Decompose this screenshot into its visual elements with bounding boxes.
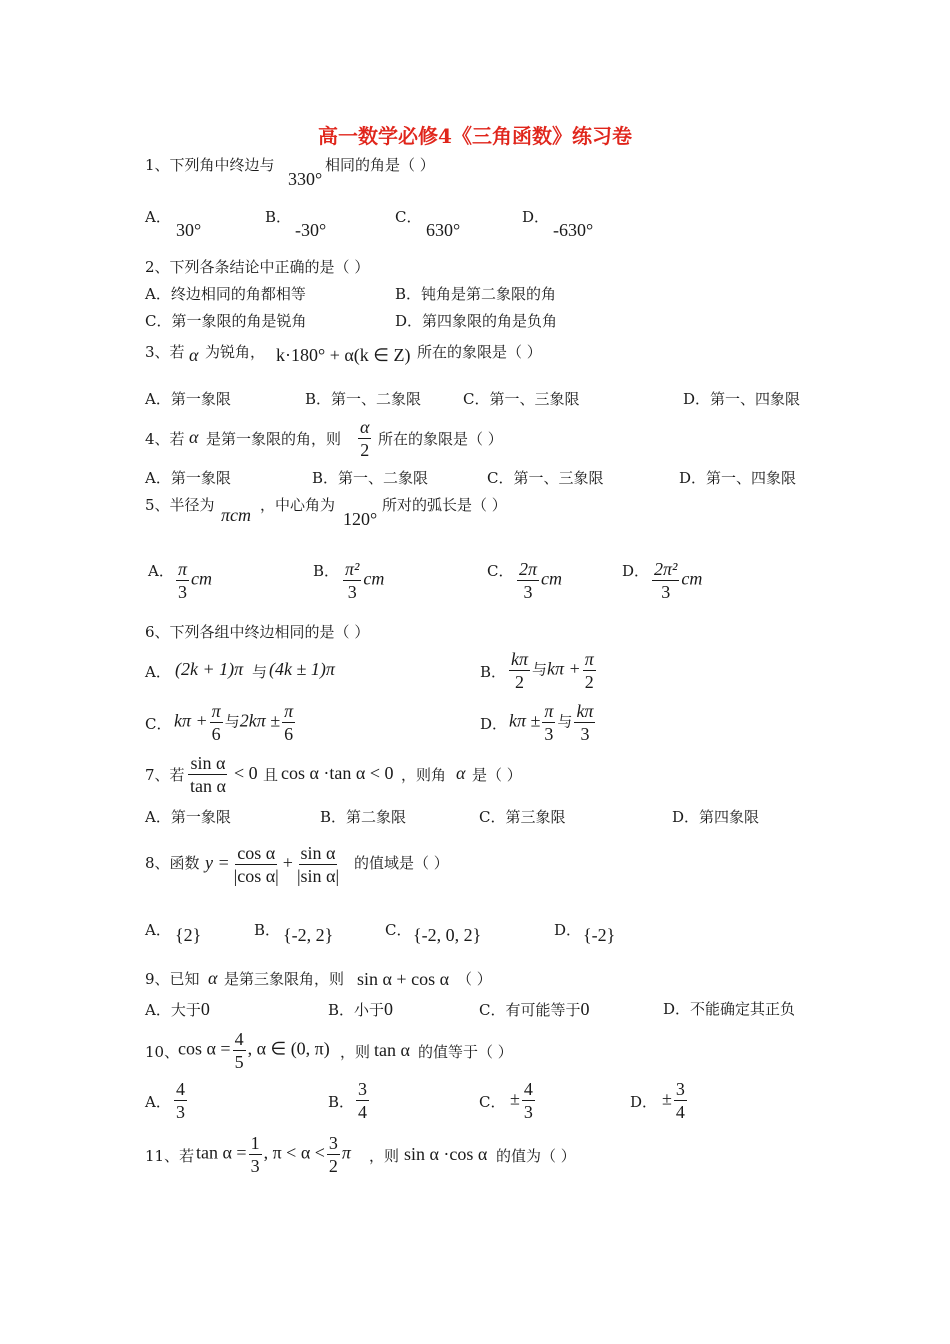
q2-option-c: C．第一象限的角是锐角 — [145, 312, 307, 330]
q6-option-d-value — [509, 700, 597, 745]
q8-den1: |cos α| — [233, 866, 279, 886]
q10-option-d-label: D． — [630, 1093, 658, 1111]
q8-option-c-value: {-2, 0, 2} — [413, 925, 482, 945]
q10-option-c-label: C． — [479, 1093, 506, 1111]
q5-a-unit: cm — [191, 568, 213, 589]
q4-alpha: α — [189, 427, 199, 447]
q6-a-left: (2k + 1)π — [175, 659, 244, 679]
q6-d-pre: kπ ± — [509, 710, 541, 731]
q10-c-sign: ± — [510, 1088, 520, 1109]
q8-plus: + — [282, 852, 293, 873]
q9-suffix: （ ） — [457, 970, 492, 988]
q6-d-and: 与 — [557, 712, 573, 731]
q1-option-c-value: 630° — [426, 220, 461, 240]
q11-pi: π — [341, 1142, 351, 1163]
q3-alpha: α — [189, 345, 199, 365]
q5-c-unit: cm — [541, 568, 563, 589]
q2-option-a: A．终边相同的角都相等 — [145, 285, 306, 303]
q11-num2: 3 — [328, 1133, 338, 1153]
q10-num: 4 — [234, 1029, 244, 1049]
q6-c-and: 与 — [224, 712, 240, 731]
q10-c-den: 3 — [523, 1102, 533, 1122]
q6-c-den2: 6 — [284, 724, 294, 744]
q7-prefix: 7、若 — [145, 766, 185, 784]
q6-b-num1: kπ — [511, 649, 529, 669]
q6-option-a-label: A． — [145, 663, 171, 681]
q6-d-den1: 3 — [544, 724, 554, 744]
q6-stem: 6、下列各组中终边相同的是（ ） — [145, 623, 370, 641]
q7-frac-den: tan α — [190, 776, 226, 796]
q3-option-c: C．第一、三象限 — [463, 390, 580, 408]
q6-option-c-value — [174, 700, 297, 745]
q11-num1: 1 — [250, 1133, 260, 1153]
q5-option-b-value — [341, 558, 384, 603]
q5-d-num: 2π² — [654, 559, 678, 579]
q3-suffix: 所在的象限是（ ） — [417, 343, 542, 361]
q9-c-val: 0 — [580, 999, 590, 1019]
q10-b-den: 4 — [358, 1102, 367, 1122]
q5-c-num: 2π — [519, 559, 538, 579]
q1-prefix: 1、下列角中终边与 — [145, 156, 275, 174]
q1-suffix: 相同的角是（ ） — [325, 156, 435, 174]
q8-option-d-value: {-2} — [583, 925, 616, 945]
q7-mid: ，则角 — [401, 766, 447, 784]
q5-c-den: 3 — [523, 582, 533, 602]
q10-mid: ，则 — [340, 1043, 371, 1061]
q6-option-b-value — [507, 648, 598, 693]
q7-cond2: cos α ·tan α < 0 — [281, 763, 394, 783]
q7-frac-num: sin α — [190, 753, 226, 773]
q1-stem — [145, 156, 275, 174]
q11-condition — [196, 1132, 351, 1177]
q9-b-text: B．小于 — [328, 1001, 385, 1019]
q10-d-den: 4 — [675, 1102, 685, 1122]
q6-b-den1: 2 — [515, 672, 524, 692]
q10-prefix: 10、 — [145, 1043, 180, 1061]
q4-fraction — [356, 416, 373, 461]
q8-option-d-label: D． — [554, 921, 582, 939]
q10-option-b-label: B． — [328, 1093, 355, 1111]
q8-y: y = — [205, 852, 230, 873]
q1-option-a-label: A． — [145, 208, 171, 226]
q5-d-den: 3 — [661, 582, 671, 602]
q2-stem: 2、下列各条结论中正确的是（ ） — [145, 258, 370, 276]
q5-a-num: π — [178, 559, 188, 579]
q6-c-num2: π — [284, 701, 294, 721]
q2-option-d: D．第四象限的角是负角 — [395, 312, 558, 330]
q5-option-d-label: D． — [622, 562, 650, 580]
q6-c-pre: kπ + — [174, 710, 208, 731]
q3-option-b: B．第一、二象限 — [305, 390, 422, 408]
page-title: 高一数学必修4《三角函数》练习卷 — [318, 124, 632, 148]
q11-den2: 2 — [328, 1156, 338, 1176]
q5-a-den: 3 — [178, 582, 188, 602]
q9-c-text: C．有可能等于 — [479, 1001, 581, 1019]
q11-suffix: 的值为（ ） — [496, 1147, 576, 1165]
q6-c-mid: 2kπ ± — [239, 710, 281, 731]
q9-a-val: 0 — [200, 999, 210, 1019]
q7-and: 且 — [263, 766, 279, 784]
q8-num2: sin α — [300, 843, 336, 863]
q3-prefix: 3、若 — [145, 343, 185, 361]
q10-suffix: 的值等于（ ） — [418, 1043, 513, 1061]
q10-option-a-label: A． — [145, 1093, 171, 1111]
q6-d-den2: 3 — [580, 724, 590, 744]
q8-num1: cos α — [237, 843, 276, 863]
q1-angle: 330° — [288, 169, 323, 189]
q4-option-a: A．第一象限 — [145, 469, 231, 487]
q7-fraction — [186, 752, 230, 797]
q8-option-c-label: C． — [385, 921, 412, 939]
q1-option-c-label: C． — [395, 208, 422, 226]
q9-option-a — [145, 1000, 210, 1019]
q10-den: 5 — [234, 1052, 244, 1072]
q10-option-a-value — [172, 1078, 189, 1123]
q10-cond: , α ∈ (0, π) — [247, 1038, 330, 1059]
q10-tan: tan α — [374, 1040, 410, 1060]
q9-option-b — [328, 1000, 393, 1019]
q6-c-num1: π — [211, 701, 221, 721]
q7-option-c: C．第三象限 — [479, 808, 566, 826]
q6-d-num1: π — [544, 701, 554, 721]
q4-frac-den: 2 — [360, 440, 370, 460]
q1-option-a-value: 30° — [176, 220, 202, 240]
q10-condition — [178, 1028, 330, 1073]
q4-option-c: C．第一、三象限 — [487, 469, 604, 487]
q6-b-mid: kπ + — [547, 658, 581, 679]
q9-prefix: 9、已知 — [145, 970, 200, 988]
q8-option-a-value: {2} — [175, 925, 202, 945]
q7-suffix: 是（ ） — [472, 766, 522, 784]
q9-expression: sin α + cos α — [357, 969, 450, 989]
q9-mid: 是第三象限角，则 — [224, 970, 345, 988]
q6-a-and: 与 — [252, 663, 268, 681]
q6-b-and: 与 — [532, 660, 548, 679]
q3-option-d: D．第一、四象限 — [683, 390, 801, 408]
q1-option-d-label: D． — [522, 208, 550, 226]
q7-option-b: B．第二象限 — [320, 808, 407, 826]
q8-den2: |sin α| — [296, 866, 340, 886]
q8-prefix: 8、函数 — [145, 854, 200, 872]
q3-expression: k·180° + α(k ∈ Z) — [276, 345, 411, 365]
q8-option-b-value: {-2, 2} — [283, 925, 334, 945]
q11-den1: 3 — [250, 1156, 260, 1176]
q10-c-num: 4 — [523, 1079, 533, 1099]
q10-d-num: 3 — [675, 1079, 685, 1099]
q10-d-sign: ± — [662, 1088, 672, 1109]
q6-option-d-label: D． — [480, 715, 508, 733]
q4-suffix: 所在的象限是（ ） — [378, 430, 503, 448]
q8-suffix: 的值域是（ ） — [354, 854, 449, 872]
q11-expression: sin α ·cos α — [404, 1144, 488, 1164]
q10-option-c-value — [510, 1078, 537, 1123]
q6-d-num2: kπ — [576, 701, 594, 721]
q5-angle: 120° — [343, 509, 378, 529]
q9-b-val: 0 — [384, 999, 394, 1019]
q6-b-den2: 2 — [584, 672, 594, 692]
q6-a-right: (4k ± 1)π — [269, 659, 335, 679]
q1-option-b-value: -30° — [295, 220, 327, 240]
q5-b-den: 3 — [347, 582, 357, 602]
q5-b-num: π² — [345, 559, 360, 579]
q6-option-b-label: B． — [480, 663, 507, 681]
q10-b-num: 3 — [358, 1079, 367, 1099]
q4-option-d: D．第一、四象限 — [679, 469, 797, 487]
q1-option-d-value: -630° — [553, 220, 594, 240]
q2-option-b: B．钝角是第二象限的角 — [395, 285, 557, 303]
q9-a-text: A．大于 — [145, 1001, 201, 1019]
q6-option-c-label: C． — [145, 715, 172, 733]
q5-d-unit: cm — [681, 568, 703, 589]
q3-option-a: A．第一象限 — [145, 390, 231, 408]
q1-option-b-label: B． — [265, 208, 292, 226]
q5-option-a-value — [174, 558, 212, 603]
q6-b-num2: π — [584, 649, 594, 669]
q4-frac-num: α — [360, 417, 370, 437]
q10-cos: cos α = — [178, 1038, 231, 1059]
q7-option-a: A．第一象限 — [145, 808, 231, 826]
q5-option-d-value — [650, 558, 702, 603]
q11-mid-expr: , π < α < — [263, 1142, 325, 1163]
q6-c-den1: 6 — [211, 724, 221, 744]
q7-cond1: < 0 — [234, 763, 258, 783]
q7-option-d: D．第四象限 — [672, 808, 760, 826]
q4-mid: 是第一象限的角，则 — [206, 430, 342, 448]
q11-mid: ，则 — [369, 1147, 400, 1165]
q9-option-c — [479, 1000, 589, 1019]
q5-suffix: 所对的弧长是（ ） — [382, 496, 507, 514]
q5-radius: πcm — [221, 505, 252, 525]
q5-prefix: 5、半径为 — [145, 496, 215, 514]
q8-option-a-label: A． — [145, 921, 171, 939]
q10-a-num: 4 — [176, 1079, 185, 1099]
q5-option-a-label: A． — [148, 562, 174, 580]
q4-prefix: 4、若 — [145, 430, 185, 448]
q8-option-b-label: B． — [254, 921, 281, 939]
q10-option-b-value — [354, 1078, 371, 1123]
q5-mid: ，中心角为 — [260, 496, 336, 514]
q9-alpha: α — [208, 968, 218, 988]
q5-option-b-label: B． — [313, 562, 340, 580]
q5-option-c-label: C． — [487, 562, 514, 580]
q8-function — [205, 842, 343, 887]
q5-option-c-value — [515, 558, 562, 603]
q11-prefix: 11、若 — [145, 1147, 195, 1165]
q11-tan: tan α = — [196, 1142, 247, 1163]
q9-option-d: D．不能确定其正负 — [663, 1000, 796, 1018]
q10-option-d-value — [662, 1078, 689, 1123]
q5-b-unit: cm — [363, 568, 385, 589]
q3-mid: 为锐角， — [205, 343, 266, 361]
q10-a-den: 3 — [176, 1102, 185, 1122]
q4-option-b: B．第一、二象限 — [312, 469, 429, 487]
q7-alpha: α — [456, 763, 466, 783]
